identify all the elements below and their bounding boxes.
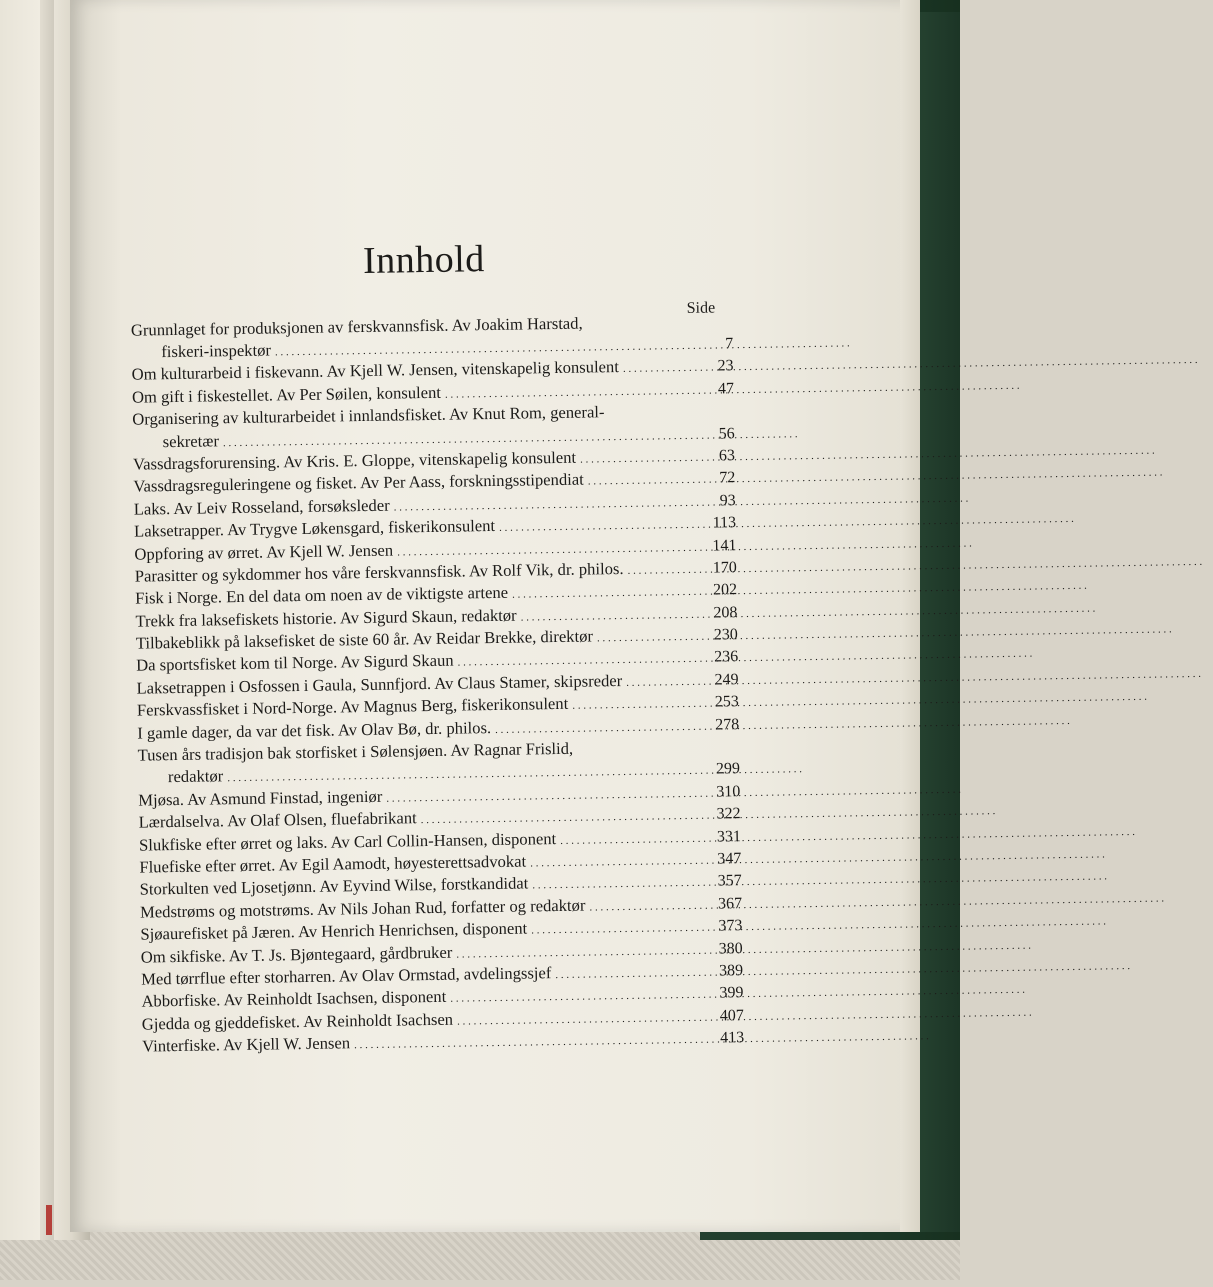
toc-page-number: 93 (719, 491, 736, 510)
toc-entry-title: Storkulten ved Ljosetjønn. Av Eyvind Wilse, forstkandidat (139, 873, 529, 899)
toc-entry-title: fiskeri-inspektør (161, 340, 272, 362)
toc-entry-title: redaktør (167, 766, 224, 787)
toc-page-number: 389 (718, 962, 744, 980)
toc-entry-title: Laksetrapper. Av Trygve Løkensgard, fiskerikonsulent (133, 516, 496, 541)
toc-entry-title: Slukfiske efter ørret og laks. Av Carl Collin-Hansen, disponent (138, 828, 557, 855)
toc-page-number: 347 (717, 850, 742, 868)
toc-page-number: 202 (712, 581, 738, 599)
toc-dot-leader (580, 446, 705, 468)
toc-entry-title: Organisering av kulturarbeidet i innlandsfisket. Av Knut Rom, general- (132, 402, 605, 429)
toc-dot-leader (560, 826, 711, 848)
toc-entry-title: Medstrøms og motstrøms. Av Nils Johan Rud, forfatter og redaktør (139, 895, 586, 922)
toc-dot-leader (421, 804, 711, 829)
toc-entry-title: Gjedda og gjeddefisket. Av Reinholdt Isachsen (141, 1009, 454, 1034)
toc-page-number: 310 (716, 782, 741, 801)
toc-entry-title: Om sikfiske. Av T. Js. Bjøntegaard, gårdbruker (140, 942, 453, 967)
toc-entry-title: Parasitter og sykdommer hos våre ferskvannsfisk. Av Rolf Vik, dr. philos. (134, 558, 624, 586)
toc-page-number: 373 (718, 917, 743, 935)
toc-entry-title: Fisk i Norge. En del data om noen av de viktigste artene (135, 583, 509, 608)
toc-page-number: 56 (718, 424, 735, 443)
toc-dot-leader (354, 1028, 714, 1054)
toc-page-number: 170 (712, 559, 737, 577)
toc-page-number: 230 (713, 626, 738, 644)
toc-entry-title: Laksetrappen i Osfossen i Gaula, Sunnfjord. Av Claus Stamer, skipsreder (136, 670, 623, 698)
toc-page-number: 278 (715, 715, 740, 734)
toc-dot-leader (512, 580, 707, 603)
toc-entry-title: Om kulturarbeid i fiskevann. Av Kjell W. Jensen, vitenskapelig konsulent (131, 357, 620, 385)
toc-entry-title: Tusen års tradisjon bak storfisket i Sølensjøen. Av Ragnar Frislid, (137, 738, 574, 765)
toc-entry-title: sekretær (162, 430, 220, 451)
toc-page-number: 141 (712, 536, 737, 555)
toc-entry-title: Med tørrflue efter storharren. Av Olav Ormstad, avdelingssjef (140, 963, 552, 989)
toc-page-number: 407 (719, 1006, 744, 1025)
toc-entry-title: I gamle dager, da var det fisk. Av Olav Bø, dr. philos. (137, 717, 492, 743)
toc-page-number: 23 (717, 357, 734, 375)
toc-dot-leader (394, 490, 706, 515)
toc-dot-leader (623, 356, 704, 377)
toc-entry-title: Tilbakeblikk på laksefisket de siste 60 år. Av Reidar Brekke, direktør (135, 626, 594, 653)
toc-dot-leader (495, 714, 709, 737)
toc-dot-leader (397, 535, 707, 560)
toc-dot-leader (520, 602, 707, 625)
toc-entry-title: Vassdragsforurensing. Av Kris. E. Gloppe, vitenskapelig konsulent (132, 447, 577, 474)
toc-entry-title: Abborfiske. Av Reinholdt Isachsen, disponent (141, 987, 447, 1011)
toc-page-number: 47 (717, 379, 735, 398)
toc-dot-leader (450, 983, 713, 1007)
toc-page-number: 299 (715, 760, 741, 778)
toc-page-number: 367 (717, 894, 743, 913)
toc-dot-leader (572, 692, 709, 714)
toc-dot-leader (386, 781, 710, 806)
toc-page-number: 399 (719, 984, 744, 1002)
table-of-contents (131, 311, 745, 1059)
toc-page-number: 253 (714, 693, 739, 711)
toc-entry-title: Mjøsa. Av Asmund Finstad, ingeniør (138, 786, 383, 810)
toc-page-number: 236 (714, 648, 739, 667)
toc-dot-leader (597, 625, 708, 647)
toc-entry-title: Laks. Av Leiv Rosseland, forsøksleder (133, 495, 390, 519)
toc-page-number: 7 (725, 335, 734, 353)
toc-page-number: 72 (719, 469, 736, 487)
toc-entry-title: Ferskvassfisket i Nord-Norge. Av Magnus Berg, fiskerikonsulent (136, 694, 569, 720)
toc-dot-leader (456, 938, 713, 962)
toc-page-number: 63 (718, 447, 736, 465)
toc-dot-leader (530, 849, 712, 872)
toc-dot-leader (532, 871, 712, 894)
toc-page-number: 380 (718, 939, 743, 958)
toc-dot-leader (457, 1005, 714, 1029)
toc-entry-title: Lærdalselva. Av Olaf Olsen, fluefabrikant (138, 808, 417, 832)
toc-entry-title: Oppforing av ørret. Av Kjell W. Jensen (134, 540, 394, 564)
toc-dot-leader (499, 513, 706, 536)
toc-page-number: 249 (714, 671, 739, 689)
toc-page-number: 322 (716, 805, 741, 823)
toc-entry-title: Trekk fra laksefiskets historie. Av Sigurd Skaun, redaktør (135, 605, 517, 631)
toc-dot-leader (626, 669, 709, 690)
toc-page-number: 331 (716, 827, 742, 846)
toc-entry-title: Sjøaurefisket på Jæren. Av Henrich Henrichsen, disponent (140, 918, 528, 944)
toc-dot-leader (588, 468, 706, 490)
toc-page-number: 413 (719, 1029, 745, 1047)
toc-entry-title: Vassdragsreguleringene og fisket. Av Per Aass, forskningsstipendiat (133, 469, 584, 496)
toc-page-number: 357 (717, 872, 742, 890)
toc-page-number: 208 (713, 603, 738, 622)
toc-page-number: 113 (712, 514, 737, 532)
toc-dot-leader (589, 893, 712, 915)
toc-dot-leader (627, 558, 707, 579)
toc-dot-leader (531, 916, 712, 939)
toc-entry-title: Vinterfiske. Av Kjell W. Jensen (142, 1033, 351, 1056)
toc-entry-title: Da sportsfisket kom til Norge. Av Sigurd Skaun (136, 651, 454, 676)
toc-dot-leader (555, 961, 713, 983)
toc-entry-title: Fluefiske efter ørret. Av Egil Aamodt, høyesterettsadvokat (139, 851, 527, 877)
page-title: Innhold (362, 238, 486, 283)
page-column-label: Side (686, 299, 716, 317)
toc-dot-leader (445, 378, 704, 402)
toc-entry-title: Om gift i fiskestellet. Av Per Søilen, konsulent (131, 382, 442, 407)
toc-dot-leader (457, 647, 708, 671)
toc-entry-title: Grunnlaget for produksjonen av ferskvannsfisk. Av Joakim Harstad, (130, 313, 583, 340)
